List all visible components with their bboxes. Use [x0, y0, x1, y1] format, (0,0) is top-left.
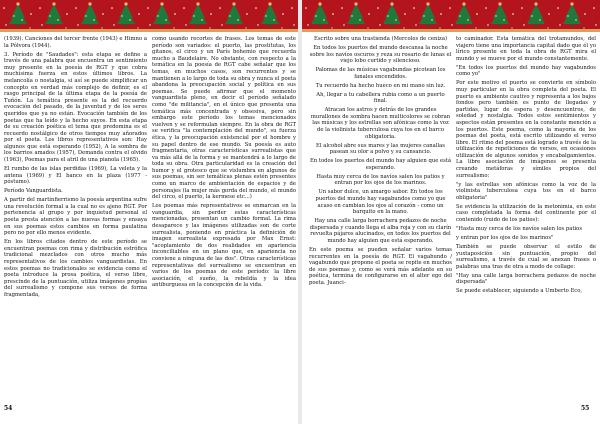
- poem-stanza: Palomas de las músicas vagabundas picotean los fanales encendidos.: [315, 67, 446, 80]
- poem-stanza: En todos los puertos del mundo hay alguien que está esperando.: [309, 158, 452, 171]
- paragraph: (1939). Canciones del tercer frente (1943) e Himno a la Pólvora (1944).: [4, 36, 147, 49]
- paragraph: También se puede observar el estilo de yuxtaposición sin puntuación, propio del surrealismo, a través de cual se anexan frases o palabras una tras de otra a modo de collage:: [456, 243, 596, 270]
- quotation: "Hay una calle larga borrachera pedazos de noche dispersada": [456, 272, 596, 286]
- paragraph: como usando recortes de frases. Los temas de este período son variados: el puerto, las prostitutas, los gitanos, el circo y un París bohemio que recuerda mucho a Baudelaire. No obstante, con respecto a la temática en la poesía de RGT cabe señalar que los temas, en muchos casos, son recurrentes y se mantienen a lo largo de toda su obra y nunca el poeta abandona la preocupación social y política en sus poemas. Se puede afirmar que el momento vanguardista pleno, en decir el período señalado como "de militancia", en el único que presenta una temática más concentrada y obsesiva, pero sin embargo este período los temas mencionados vuelven y se reformulan siempre. En la obra de RGT se verifica "la contemplación del mundo", su fuerza ética, y la preocupación existencial por el hombre y su papel dentro de ese mundo. Su poesía es auto fragmentaria, otras características surrealistas que va más allá de la forma y se mantendrá a lo largo de toda su obra. Otra particularidad es la creación del humor y el grotesco que se vislumbra en algunos de sus poemas, sin ser temáticas plenas estén presentes como un marco de ambientación de espacios y de personajes (la mujer más gorda del mundo, el mundo del circo, el puerto, la kermese etc...): [152, 36, 296, 201]
- poem-stanza: Un sabor dulce, un amargo sabor. En todos los puertos del mundo hay vagabundos como yo que acaso en cambian los ojos al corazón - como un barquito en la mano.: [315, 189, 446, 216]
- paragraph: Se puede establecer, siguiendo a Umberto Eco,: [456, 288, 583, 295]
- left-page-column-1: [4, 36, 147, 301]
- paragraph: Los poemas más representativos se enmarcan en la vanguardia, sin perder estas características mencionadas, presentan un cambio formal. La rima desaparece y las imágenes utilizadas son de corte surrealista, poniendo en práctica la definición de imagen surrealista expresada por Max Ernst: "acoplamiento de dos realidades en apariencia inconciliables en un plano que, en apariencia no conviene a ninguna de las dos". Otras características representativas del surrealismo se encuentran en varios de los poemas de este período: la libre asociación, el sueño, la rebeldía y la idea antiburguesa en la concepción de la vida.: [152, 203, 296, 289]
- christmas-ornament-pattern-icon: [0, 0, 298, 32]
- paragraph: A partir del martinfierrismo la poesía argentina sufre una revolución formal a la cual no es ajeno RGT. Por pertenencia al grupo y por inquietud personal el poeta presta atención a las nuevas formas y ensaya en sus poemas estos cambios en forma paulatina pero no por ello menos evidente.: [4, 197, 147, 237]
- poem-stanza: Hasta muy cerca de los navíos salen los patios y entran por los ojos de los marinos.: [316, 173, 445, 187]
- quotation: "Hasta muy cerca de los navíos salen los patios: [456, 225, 583, 232]
- paragraph: to caminador. Esta temática del trotamundos, del viajero tiene una importancia capital dado que él yo lírico presente en toda la obra de RGT mira el mundo y se mueve por el mundo constantemente.: [456, 36, 596, 62]
- poem-stanza: El alcohol abre sus mares y las mujeres canallas pasean su olor a polvo y su cansancio.: [316, 142, 445, 156]
- quotation: "y las estrellas son afónicas como la voz de la violinista tuberculosa cuya tos en el barco obligatoria": [456, 181, 596, 201]
- page-number-left: 54: [4, 405, 13, 412]
- right-page-column-2: [456, 36, 596, 297]
- right-page-column-1: [309, 36, 452, 289]
- paragraph: En este poema se pueden señalar varios temas recurrentes en la poesía de RGT. El vagabundo / vagabundo que propone el poeta se repite en muchos de sus poemas y, como se verá más adelante en su poética, termina de configurarse en el alter ego del poeta. Juanci-: [309, 246, 452, 286]
- paragraph: 3. Período de "Saudades": esta etapa se define a través de una palabra que encuentra un sentimiento muy presente en la poesía de RGT y que cobra muchísima fuerza en estos últimos libros. La melancolía o nostalgia, si así se puede simplificar un concepto en verdad más complejo de definir, es el rasgo principal de la última etapa de la poesía de Tuñón. La temática presente es la del recuerdo evocación del pasado, de la juventud y de los seres queridos que ya no están. Evocación también de los poetas que ha leído y la hecho suyos. En esta etapa de su creación poética el tema que predomina es el recuerdo nostálgico de otros tiempos muy añorados por el poeta. Los libros representativos son: Hay algunos que está esperando (1952), A la sombra de los barrios amados (1957), Demanda contra el olvido (1963), Poemas para el atril de una pianola (1965).: [4, 51, 147, 164]
- section-heading: Período Vanguardista.: [4, 188, 63, 195]
- quotation: "En todos los puertos del mundo hay vagabundos como yo": [456, 64, 596, 78]
- page-number-right: 55: [581, 405, 590, 412]
- poem-stanza: Hay una calle larga borrachera pedazos de noche dispersada y cuando llega el alba roja y con su clarín revuelta pájaros alucinados, en todos los puertos del mundo hay alguien que está esperando.: [309, 218, 452, 244]
- quotation: y entran por los ojos de los marinos": [456, 234, 554, 241]
- christmas-ornament-pattern-icon: [302, 0, 600, 32]
- poem-stanza: En todos los puertos del mundo descansa la noche sobre los navíos oscuros y reza su rosario de lunas el viejo lobo curtido y silencioso.: [309, 44, 452, 65]
- decorative-banner-right: [302, 0, 600, 32]
- paragraph: En los libros citados dentro de este período se encuentran poemas con rima y distribución estrófica tradicional mezclados con otros mucho más representativos de los cambios vanguardistas. En estos poemas no tradicionales se evidencia como el poeta introduce la prosa poética, el verso libre, prescinde de la puntuación, utiliza imágenes propias del surrealismo y compone sus versos de forma fragmentada,: [4, 239, 147, 298]
- paragraph: Se evidencia la utilización de la metonimia, en este caso completada la forma del continente por el contenido (ruido de los patios):: [456, 203, 596, 223]
- paragraph: Por este motivo el puerto se convierte en símbolo muy particular en la obra completa del poeta. El puerto es ambiente cautivo y representa a los bajos fondos pero también es punto de llegadas y partidas, lugar de espera y desencuentros, de soledad y nostalgia. Todos estos sentimientos y aspectos están presentes en la constante mención a los puertos. Este poema, como la mayoría de los poemas del poeta, está escrito utilizando el verso libre. El ritmo del poema está logrado a través de la utilización de repeticiones de versos, en ocasiones utilización de algunos sonidos y encabalgamientos. La libre asociación de imágenes se presenta creando metáforas y símiles propios del surrealismo:: [456, 80, 596, 179]
- decorative-banner-left: [0, 0, 298, 32]
- poem-stanza: Tu recuerdo ha hecho hueco en mi mano sin luz.: [315, 82, 446, 89]
- poem-stanza: Ah, llegar a tu cabellera rubia como a un puerto final.: [316, 91, 445, 105]
- left-page-column-2: [152, 36, 296, 291]
- poem-title: Escrito sobre una trastienda (Mercoles de ceniza): [313, 36, 448, 42]
- poem-stanza: Atracan los astros y detrás de los grandes murallones de sombra hacen multicolores se cobran las músicas y los estrellas son afónicas como la voz de la violinista tuberculosa cuya tos en el barco obligatoria.: [310, 107, 451, 140]
- paragraph: El rumbo de las islas perdidas (1969), La veleta y la antena (1969) y El banco en la plaza (1977 - póstumo).: [4, 166, 147, 186]
- book-gutter: [298, 0, 302, 424]
